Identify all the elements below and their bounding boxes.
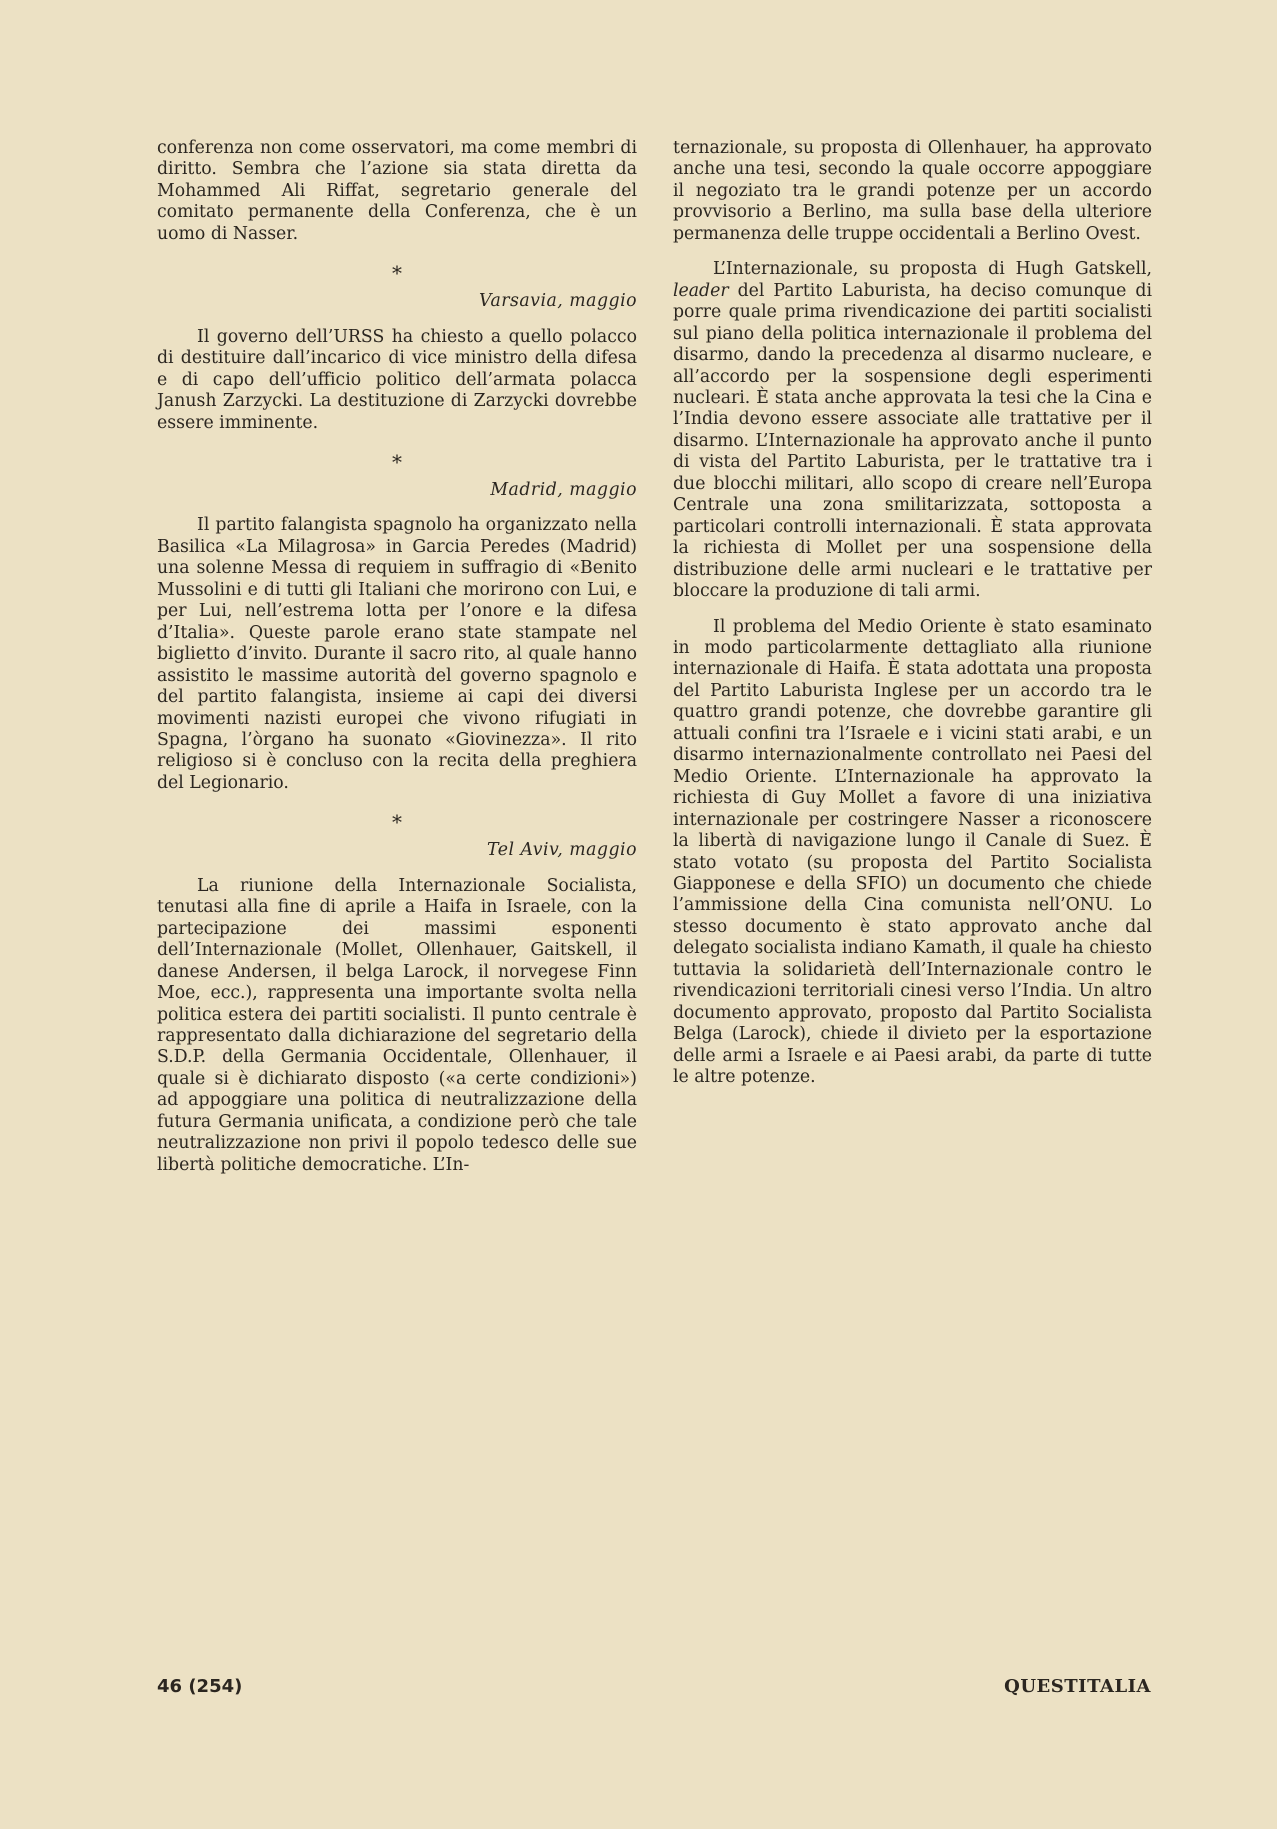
paragraph: La riunione della Internazionale Socialista, tenutasi alla fine di aprile a Haifa in Israele, con la partecipazione dei massimi esponenti dell’Internazionale (Mollet, Ollenhauer, Gaitskell, il danese Andersen, il belga Larock, il norvegese Finn Moe, ecc.), rappresenta una importante svolta nella politica estera dei partiti socialisti. Il punto centrale è rappresentato dalla dichiarazione del segretario della S.D.P. della Germania Occidentale, Ollenhauer, il quale si è dichiarato disposto («a certe condizioni») ad appoggiare una politica di neutralizzazione della futura Germania unificata, a condizione però che tale neutralizzazione non privi il popolo tedesco delle sue libertà politiche democratiche. L’In- <box>157 875 637 1175</box>
paragraph-text: L’Internazionale, su proposta di Hugh Gatskell, <box>713 259 1152 280</box>
page-number: 46 (254) <box>157 1676 243 1697</box>
paragraph: Il problema del Medio Oriente è stato esaminato in modo particolarmente dettagliato alla riunione internazionale di Haifa. È stata adottata una proposta del Partito Laburista Inglese per un accordo tra le quattro grandi potenze, che dovrebbe garantire gli attuali confini tra l’Israele e i vicini stati arabi, e un disarmo internazionalmente controllato nei Paesi del Medio Oriente. L’Internazionale ha approvato la richiesta di Guy Mollet a favore di una iniziativa internazionale per costringere Nasser a riconoscere la libertà di navigazione lungo il Canale di Suez. È stato votato (su proposta del Partito Socialista Giapponese e della SFIO) un documento che chiede l’ammissione della Cina comunista nell’ONU. Lo stesso documento è stato approvato anche dal delegato socialista indiano Kamath, il quale ha chiesto tuttavia la solidarietà dell’Internazionale contro le rivendicazioni territoriali cinesi verso l’India. Un altro documento approvato, proposto dal Partito Socialista Belga (Larock), chiede il divieto per la esportazione delle armi a Israele e ai Paesi arabi, da parte di tutte le altre potenze. <box>673 616 1152 1088</box>
dateline: Tel Aviv, maggio <box>487 840 637 861</box>
left-column <box>157 138 637 1176</box>
paragraph: conferenza non come osservatori, ma come membri di diritto. Sembra che l’azione sia stata diretta da Mohammed Ali Riffat, segretario generale del comitato permanente della Conferenza, che è un uomo di Nasser. <box>157 138 637 244</box>
asterisk-separator: * <box>392 261 402 286</box>
paragraph: Il governo dell’URSS ha chiesto a quello polacco di destituire dall’incarico di vice ministro della difesa e di capo dell’ufficio politico dell’armata polacca Janush Zarzycki. La destituzione di Zarzycki dovrebbe essere imminente. <box>157 326 637 433</box>
publication-name: QUESTITALIA <box>1004 1676 1151 1697</box>
right-column <box>673 138 1152 1088</box>
page-footer <box>157 1676 1151 1697</box>
emphasis-text: leader <box>673 280 729 301</box>
dateline: Varsavia, maggio <box>479 291 637 312</box>
paragraph: Il partito falangista spagnolo ha organizzato nella Basilica «La Milagrosa» in Garcia Peredes (Madrid) una solenne Messa di requiem in suffragio di «Benito Mussolini e di tutti gli Italiani che morirono con Lui, e per Lui, nell’estrema lotta per l’onore e la difesa d’Italia». Queste parole erano state stampate nel biglietto d’invito. Durante il sacro rito, al quale hanno assistito le massime autorità del governo spagnolo e del partito falangista, insieme ai capi dei diversi movimenti nazisti europei che vivono rifugiati in Spagna, l’òrgano ha suonato «Giovinezza». Il rito religioso si è concluso con la recita della preghiera del Legionario. <box>157 515 637 793</box>
paragraph <box>673 259 1152 602</box>
asterisk-separator: * <box>392 449 402 474</box>
paragraph: ternazionale, su proposta di Ollenhauer, ha approvato anche una tesi, secondo la quale occorre appoggiare il negoziato tra le grandi potenze per un accordo provvisorio a Berlino, ma sulla base della ulteriore permanenza delle truppe occidentali a Berlino Ovest. <box>673 138 1152 244</box>
asterisk-separator: * <box>392 810 402 835</box>
dateline: Madrid, maggio <box>490 479 637 500</box>
paragraph-text: del Partito Laburista, ha deciso comunque di porre quale prima rivendicazione dei partiti socialisti sul piano della politica internazionale il problema del disarmo, dando la precedenza al disarmo nucleare, e all’accordo per la sospensione degli esperimenti nucleari. È stata anche approvata la tesi che la Cina e l’India devono essere associate alle trattative per il disarmo. L’Internazionale ha approvato anche il punto di vista del Partito Laburista, per le trattative tra i due blocchi militari, allo scopo di creare nell’Europa Centrale una zona smilitarizzata, sottoposta a particolari controlli internazionali. È stata approvata la richiesta di Mollet per una sospensione della distribuzione delle armi nucleari e le trattative per bloccare la produzione di tali armi. <box>673 280 1152 602</box>
